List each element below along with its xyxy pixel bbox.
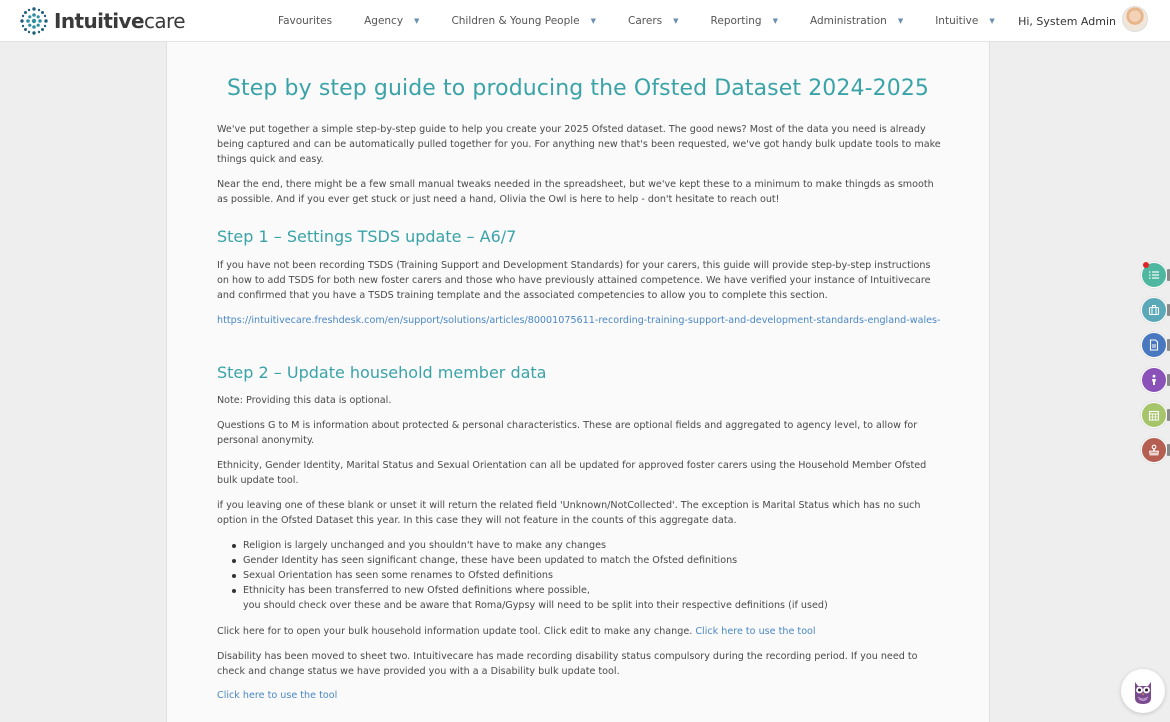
bullet-ethnicity-continuation: you should check over these and be aware that Roma/Gypsy will need to be split into their respective definitions (if used) [243,600,828,611]
nav-item-carers[interactable] [628,15,679,27]
step1-link-paragraph [217,313,942,328]
briefcase-icon [1148,304,1160,316]
intro-paragraph-2: Near the end, there might be a few small manual tweaks needed in the spreadsheet, but we've kept these to a minimum to make thingds as smooth as possible. And if you ever get stuck or just need a hand, Olivia the Owl is here to help - don't hesitate to reach out! [217,179,934,205]
nav-item-agency[interactable] [364,15,419,27]
nav-item-label: Administration [809,15,887,27]
step1-text: If you have not been recording TSDS (Training Support and Development Standards) for your carers, this guide will provide step-by-step instructions on how to add TSDS for both new foster carers and those who have previously attained competence. We have verified your instance of Intuitivecare and confirmed that you have a TSDS training template and the associated competencies to allow you to complete this section. [217,260,931,301]
chevron-down-icon: ▼ [414,17,420,25]
intuitivecare-logo[interactable] [18,4,185,38]
user-menu[interactable] [1018,6,1148,32]
bullet-gender-identity: Gender Identity has seen significant change, these have been updated to match the Ofsted definitions [243,553,943,568]
nav-item-favourites[interactable] [278,15,332,27]
owl-help-button[interactable] [1121,669,1165,713]
person-icon [1148,374,1160,386]
nav-item-reporting[interactable] [711,15,778,27]
user-avatar[interactable] [1122,6,1148,32]
tsds-article-link[interactable]: https://intuitivecare.freshdesk.com/en/support/solutions/articles/80001075611-recording-training-support-and-development-standards-england-wales- [217,315,941,326]
main-nav [278,0,1027,42]
rail-stamp-button[interactable] [1141,437,1167,463]
list-icon [1148,269,1160,281]
user-greeting: Hi, System Admin [1018,14,1116,28]
rail-person-button[interactable] [1141,367,1167,393]
owl-icon [1128,676,1158,706]
logo-text: Intuitivecare [54,9,185,33]
chevron-down-icon: ▼ [673,17,679,25]
nav-item-label: Reporting [710,15,762,27]
changes-bullet-list [243,538,943,613]
disability-text: Disability has been moved to sheet two. Intuitivecare has made recording disability status compulsory during the recording period. If you need to check and change status we have provided you with a a Disability bulk update tool. [217,651,918,677]
household-tool-paragraph [217,624,942,639]
step2-blank-text: if you leaving one of these blank or unset it will return the related field 'Unknown/NotCollected'. The exception is Marital Status which has no such option in the Ofsted Dataset this year. In this case they will not feature in the counts of this aggregate data. [217,500,921,526]
bullet-sexual-orientation: Sexual Orientation has seen some renames to Ofsted definitions [243,568,943,583]
intro-paragraph-1: We've put together a simple step-by-step guide to help you create your 2025 Ofsted dataset. The good news? Most of the data you need is already being captured and can be automatically pulled together for you. For anything new that's been requested, we've got handy bulk update tools to make things quick and easy. [217,124,941,165]
rail-list-button[interactable] [1141,262,1167,288]
rail-briefcase-button[interactable] [1141,297,1167,323]
household-tool-link[interactable]: Click here to use the tool [695,626,816,637]
notification-dot [1143,262,1149,268]
main-content-panel [166,42,990,722]
chevron-down-icon: ▼ [590,17,597,25]
stamp-icon [1148,444,1160,456]
chevron-down-icon: ▼ [897,17,904,25]
step1-heading: Step 1 – Settings TSDS update – A6/7 [217,227,517,246]
chevron-down-icon: ▼ [989,17,995,25]
nav-item-label: Intuitive [935,15,979,27]
document-icon [1148,339,1160,351]
nav-item-label: Agency [364,15,404,27]
nav-item-intuitive[interactable] [935,15,995,27]
top-navigation-bar [0,0,1170,42]
bullet-religion: Religion is largely unchanged and you shouldn't have to make any changes [243,538,943,553]
household-tool-text: Click here for to open your bulk household information update tool. Click edit to make any change. [217,626,693,637]
step2-questions-text: Questions G to M is information about protected & personal characteristics. These are optional fields and aggregated to agency level, to allow for personal anonymity. [217,420,918,446]
step2-heading: Step 2 – Update household member data [217,363,547,382]
logo-flower-icon [18,5,50,37]
nav-item-children-young-people[interactable] [451,15,596,27]
chevron-down-icon: ▼ [772,17,778,25]
disability-link-paragraph [217,688,942,703]
rail-calendar-button[interactable] [1141,402,1167,428]
calendar-icon [1148,409,1160,421]
rail-document-button[interactable] [1141,332,1167,358]
nav-item-label: Carers [628,15,663,27]
disability-tool-link[interactable]: Click here to use the tool [217,690,338,701]
nav-item-administration[interactable] [810,15,903,27]
nav-item-label: Favourites [278,15,333,27]
step2-ethnicity-text: Ethnicity, Gender Identity, Marital Status and Sexual Orientation can all be updated for approved foster carers using the Household Member Ofsted bulk update tool. [217,460,927,486]
page-title: Step by step guide to producing the Ofsted Dataset 2024-2025 [226,76,930,101]
bullet-ethnicity: Ethnicity has been transferred to new Ofsted definitions where possible, [243,583,943,598]
step2-note: Note: Providing this data is optional. [217,395,392,406]
nav-item-label: Children & Young People [451,15,580,27]
